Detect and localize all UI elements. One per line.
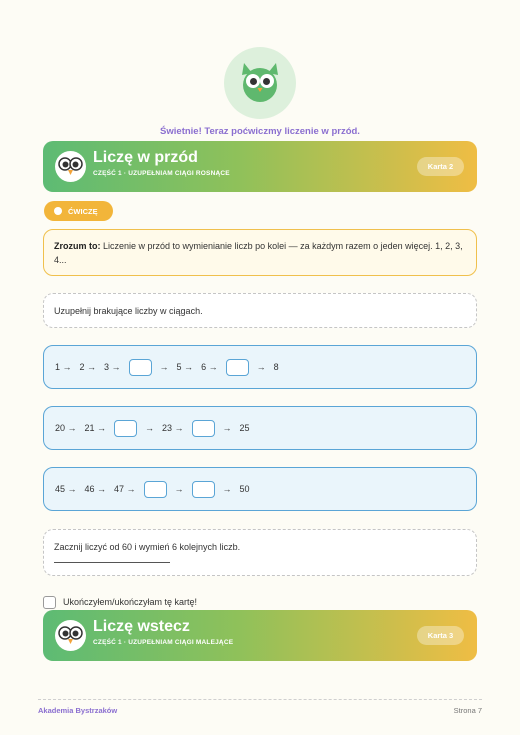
completion-checkbox[interactable]	[43, 596, 56, 609]
sequence-number: 50	[239, 484, 250, 494]
card-badge: Karta 2	[417, 157, 464, 176]
sequence-number: →	[222, 423, 232, 433]
answer-blank[interactable]	[192, 481, 215, 498]
sequence-number: 45 →	[55, 484, 77, 494]
sequence-row	[55, 407, 258, 449]
sequence-number: →	[222, 484, 232, 494]
exercise-label: ĆWICZĘ	[68, 207, 98, 216]
mascot-badge	[224, 47, 296, 119]
card-title: Liczę w przód	[93, 149, 198, 166]
owl-icon	[238, 59, 282, 105]
owl-face-icon	[58, 156, 83, 178]
page-number: Strona 7	[453, 706, 482, 715]
answer-blank[interactable]	[129, 359, 152, 376]
answer-line[interactable]	[54, 562, 170, 563]
owl-face-icon	[58, 625, 83, 647]
sequence-box	[43, 345, 477, 389]
completion-label: Ukończyłem/ukończyłam tę kartę!	[63, 597, 198, 607]
avatar	[55, 620, 86, 651]
definition-text: Liczenie w przód to wymienianie liczb po kolei — za każdym razem o jeden więcej. 1, 2, 3, 4...	[54, 241, 463, 265]
sequence-row	[55, 346, 287, 388]
dot-icon	[54, 207, 62, 215]
sequence-number: →	[145, 423, 155, 433]
sequence-number: 20 →	[55, 423, 77, 433]
sequence-number: 6 →	[201, 362, 218, 372]
task-box	[43, 529, 477, 576]
sequence-number: 25	[239, 423, 250, 433]
answer-blank[interactable]	[192, 420, 215, 437]
card-badge: Karta 3	[417, 626, 464, 645]
answer-blank[interactable]	[226, 359, 249, 376]
sequence-number: 21 →	[84, 423, 107, 433]
task-text: Zacznij liczyć od 60 i wymień 6 kolejnych liczb.	[54, 542, 241, 552]
card-subtitle: CZĘŚĆ 1 · UZUPEŁNIAM CIĄGI ROSNĄCE	[93, 170, 230, 177]
card-subtitle: CZĘŚĆ 1 · UZUPEŁNIAM CIĄGI MALEJĄCE	[93, 639, 234, 646]
sequence-number: 23 →	[162, 423, 184, 433]
sequence-box	[43, 467, 477, 511]
sequence-row	[55, 468, 258, 510]
completion-row	[43, 595, 197, 609]
definition-lead: Zrozum to:	[54, 241, 101, 251]
sequence-number: 2 →	[79, 362, 97, 372]
sequence-number: 5 →	[176, 362, 194, 372]
sequence-number: 3 →	[104, 362, 121, 372]
definition-box	[43, 229, 477, 276]
avatar	[55, 151, 86, 182]
instruction-text: Uzupełnij brakujące liczby w ciągach.	[54, 306, 203, 316]
instruction-box	[43, 293, 477, 328]
sequence-number: →	[256, 362, 266, 372]
sequence-number: →	[174, 484, 184, 494]
card-title: Liczę wstecz	[93, 618, 190, 635]
sequence-number: 1 →	[55, 362, 72, 372]
intro-text: Świetnie! Teraz poćwiczmy liczenie w przód.	[160, 126, 360, 137]
answer-blank[interactable]	[114, 420, 137, 437]
footer-brand: Akademia Bystrzaków	[38, 706, 118, 715]
answer-blank[interactable]	[144, 481, 167, 498]
sequence-number: →	[159, 362, 169, 372]
footer-divider	[38, 699, 482, 700]
card-banner-backward	[43, 610, 477, 661]
sequence-box	[43, 406, 477, 450]
card-banner-forward	[43, 141, 477, 192]
sequence-number: 47 →	[114, 484, 136, 494]
exercise-badge	[44, 201, 113, 221]
sequence-number: 46 →	[84, 484, 107, 494]
sequence-number: 8	[273, 362, 279, 372]
